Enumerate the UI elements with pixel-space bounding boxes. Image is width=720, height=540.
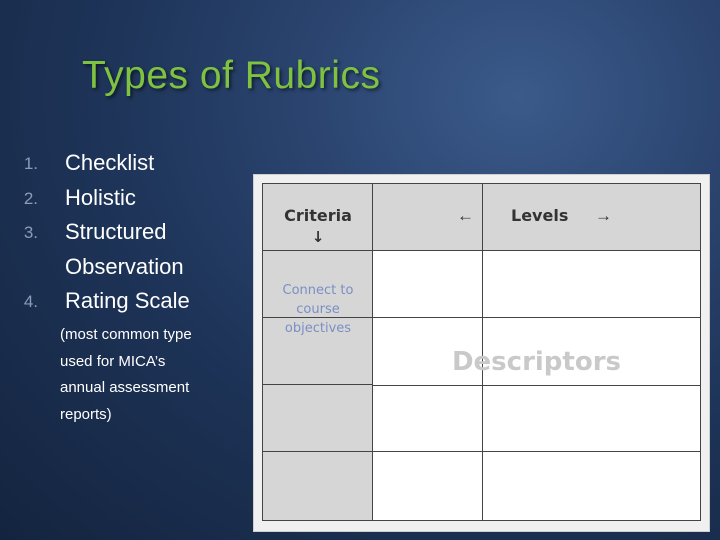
connect-line: course [296,302,340,317]
descriptor-cell [373,385,483,452]
list-text: Structured [65,219,167,244]
note-line: reports) [60,405,112,423]
descriptor-cell [483,385,700,452]
list-text: Rating Scale [65,288,190,313]
list-text: Observation [65,253,184,279]
note-line: (most common type [60,326,192,343]
rubric-types-list [0,146,250,319]
list-item [0,284,250,319]
descriptor-cell [483,251,700,318]
note-line: used for MICA’s [60,352,166,370]
list-item [0,146,250,181]
rating-scale-note [60,322,240,428]
descriptor-cell [483,452,700,520]
connect-line: objectives [284,321,352,336]
levels-label: Levels [511,206,569,225]
note-line: annual assessment [60,379,190,396]
list-number: 4. [23,292,38,311]
list-number: 1. [23,154,38,173]
list-text: Checklist [65,150,155,175]
criteria-cell [263,385,373,452]
list-text: Holistic [65,184,136,210]
arrow-right-icon: → [595,206,612,225]
connect-objectives-text [263,281,373,338]
descriptors-label: Descriptors [451,347,622,377]
criteria-header [263,184,373,251]
rubric-diagram-image [253,174,710,532]
connect-line: Connect to [282,283,354,298]
arrow-left-icon: ← [457,206,474,225]
descriptor-cell [373,452,483,520]
list-item [0,215,250,250]
list-item [0,181,250,216]
list-number: 3. [23,223,38,242]
arrow-down-icon: ↓ [311,228,325,246]
descriptor-cell [373,251,483,318]
criteria-cell [263,452,373,520]
rubric-grid [262,183,701,521]
criteria-label: Criteria [284,206,352,225]
slide-title: Types of Rubrics [82,54,381,97]
levels-header [373,184,700,251]
list-number: 2. [23,188,38,208]
list-item-continuation [0,250,250,285]
